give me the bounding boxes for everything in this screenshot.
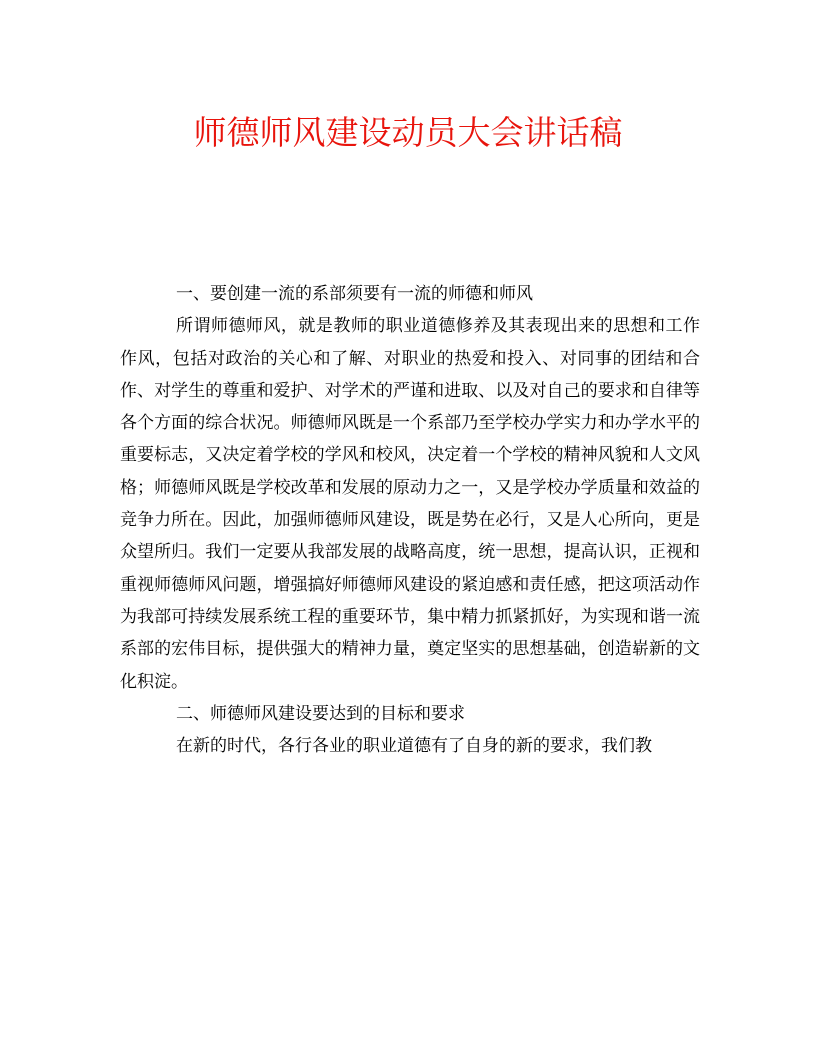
body-paragraph-1: 所谓师德师风，就是教师的职业道德修养及其表现出来的思想和工作作风，包括对政治的关心和了解、对职业的热爱和投入、对同事的团结和合作、对学生的尊重和爱护、对学术的严谨和进取、以及对自己的要求和自律等各个方面的综合状况。师德师风既是一个系部乃至学校办学实力和办学水平的重要标志，又决定着学校的学风和校风，决定着一个学校的精神风貌和人文风格；师德师风既是学校改革和发展的原动力之一，又是学校办学质量和效益的竞争力所在。因此，加强师德师风建设，既是势在必行，又是人心所向，更是众望所归。我们一定要从我部发展的战略高度，统一思想，提高认识，正视和重视师德师风问题，增强搞好师德师风建设的紧迫感和责任感，把这项活动作为我部可持续发展系统工程的重要环节，集中精力抓紧抓好，为实现和谐一流系部的宏伟目标，提供强大的精神力量，奠定坚实的思想基础，创造崭新的文化积淀。: [120, 316, 700, 692]
document-title: 师德师风建设动员大会讲话稿: [193, 113, 623, 152]
document-body: [120, 278, 700, 762]
section-heading-2: 二、师德师风建设要达到的目标和要求: [176, 703, 465, 724]
body-paragraph-2: 在新的时代，各行各业的职业道德有了自身的新的要求，我们教: [176, 736, 652, 757]
section-heading-1: 一、要创建一流的系部须要有一流的师德和师风: [176, 284, 533, 304]
